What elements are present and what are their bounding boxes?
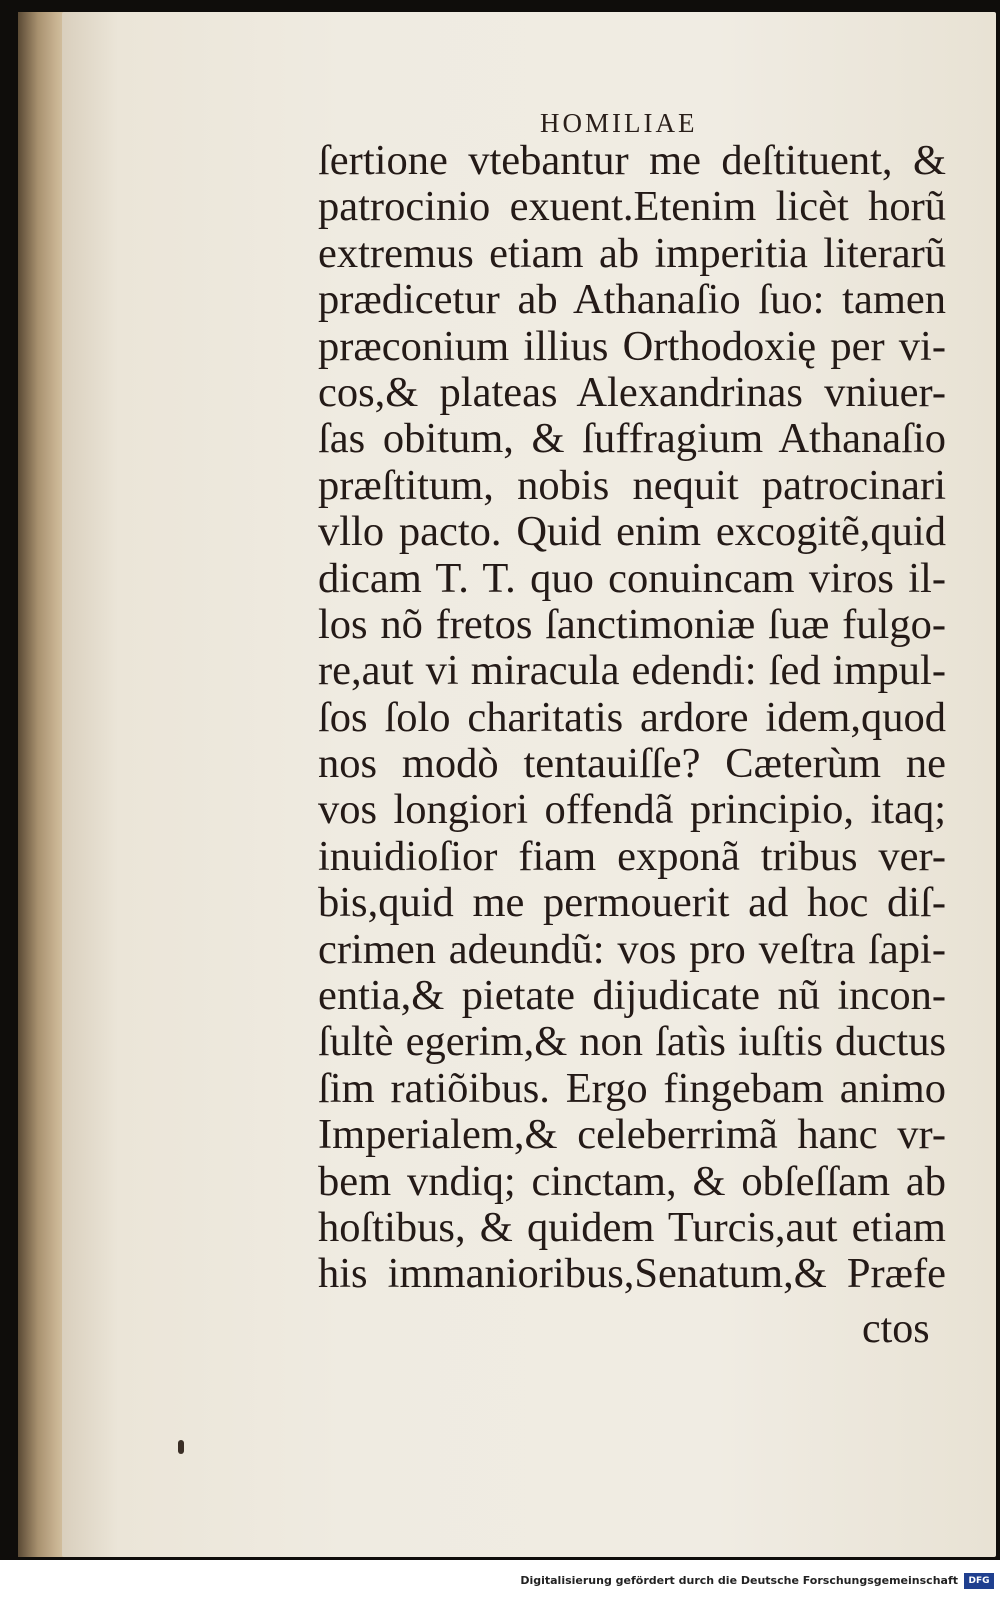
text-line: ſim ratiõibus. Ergo fingebam animo [318,1064,946,1112]
text-line: vllo pacto. Quid enim excogitẽ,quid [318,508,946,556]
text-line: los nõ fretos ſanctimoniæ ſuæ fulgo- [318,600,946,648]
ink-speck [178,1440,184,1454]
text-line: nos modò tentauiſſe? Cæterùm ne [318,740,946,788]
text-line: dicam T. T. quo conuincam viros il- [318,554,946,602]
text-line: bem vndiq; cinctam, & obſeſſam ab [318,1157,946,1205]
text-line: præconium illius Orthodoxię per vi- [318,322,946,370]
text-line: ſos ſolo charitatis ardore idem,quod [318,693,946,741]
text-line: ſas obitum, & ſuffragium Athanaſio [318,415,946,463]
text-line: crimen adeundũ: vos pro veſtra ſapi- [318,925,946,973]
page-text-block [318,138,958,1298]
text-line: patrocinio exuent.Etenim licèt horũ [318,183,946,231]
text-line: his immanioribus,Senatum,& Præfe [318,1250,946,1298]
text-line: prædicetur ab Athanaſio ſuo: tamen [318,276,946,324]
text-line: hoſtibus, & quidem Turcis,aut etiam [318,1203,946,1251]
text-line: Imperialem,& celeberrimã hanc vr- [318,1111,946,1159]
text-line: re,aut vi miracula edendi: ſed impul- [318,647,946,695]
footer-bar [0,1560,1000,1603]
running-head: HOMILIAE [540,108,698,138]
book-binding-edge [18,12,68,1557]
catchword: ctos [862,1306,930,1352]
text-line: ſultè egerim,& non ſatìs iuſtis ductus [318,1018,946,1066]
text-line: entia,& pietate dijudicate nũ incon- [318,972,946,1020]
text-line: cos,& plateas Alexandrinas vniuer- [318,368,946,416]
text-line: vos longiori offendã principio, itaq; [318,786,946,834]
text-line: ſertione vtebantur me deſtituent, & [318,137,946,184]
text-line: præſtitum, nobis nequit patrocinari [318,461,946,509]
text-line: inuidioſior fiam exponã tribus ver- [318,832,946,880]
dfg-logo-icon: DFG [964,1573,994,1589]
footer-credit: Digitalisierung gefördert durch die Deutsche Forschungsgemeinschaft [520,1574,958,1587]
text-line: extremus etiam ab imperitia literarũ [318,229,946,277]
text-line: bis,quid me permouerit ad hoc diſ- [318,879,946,927]
